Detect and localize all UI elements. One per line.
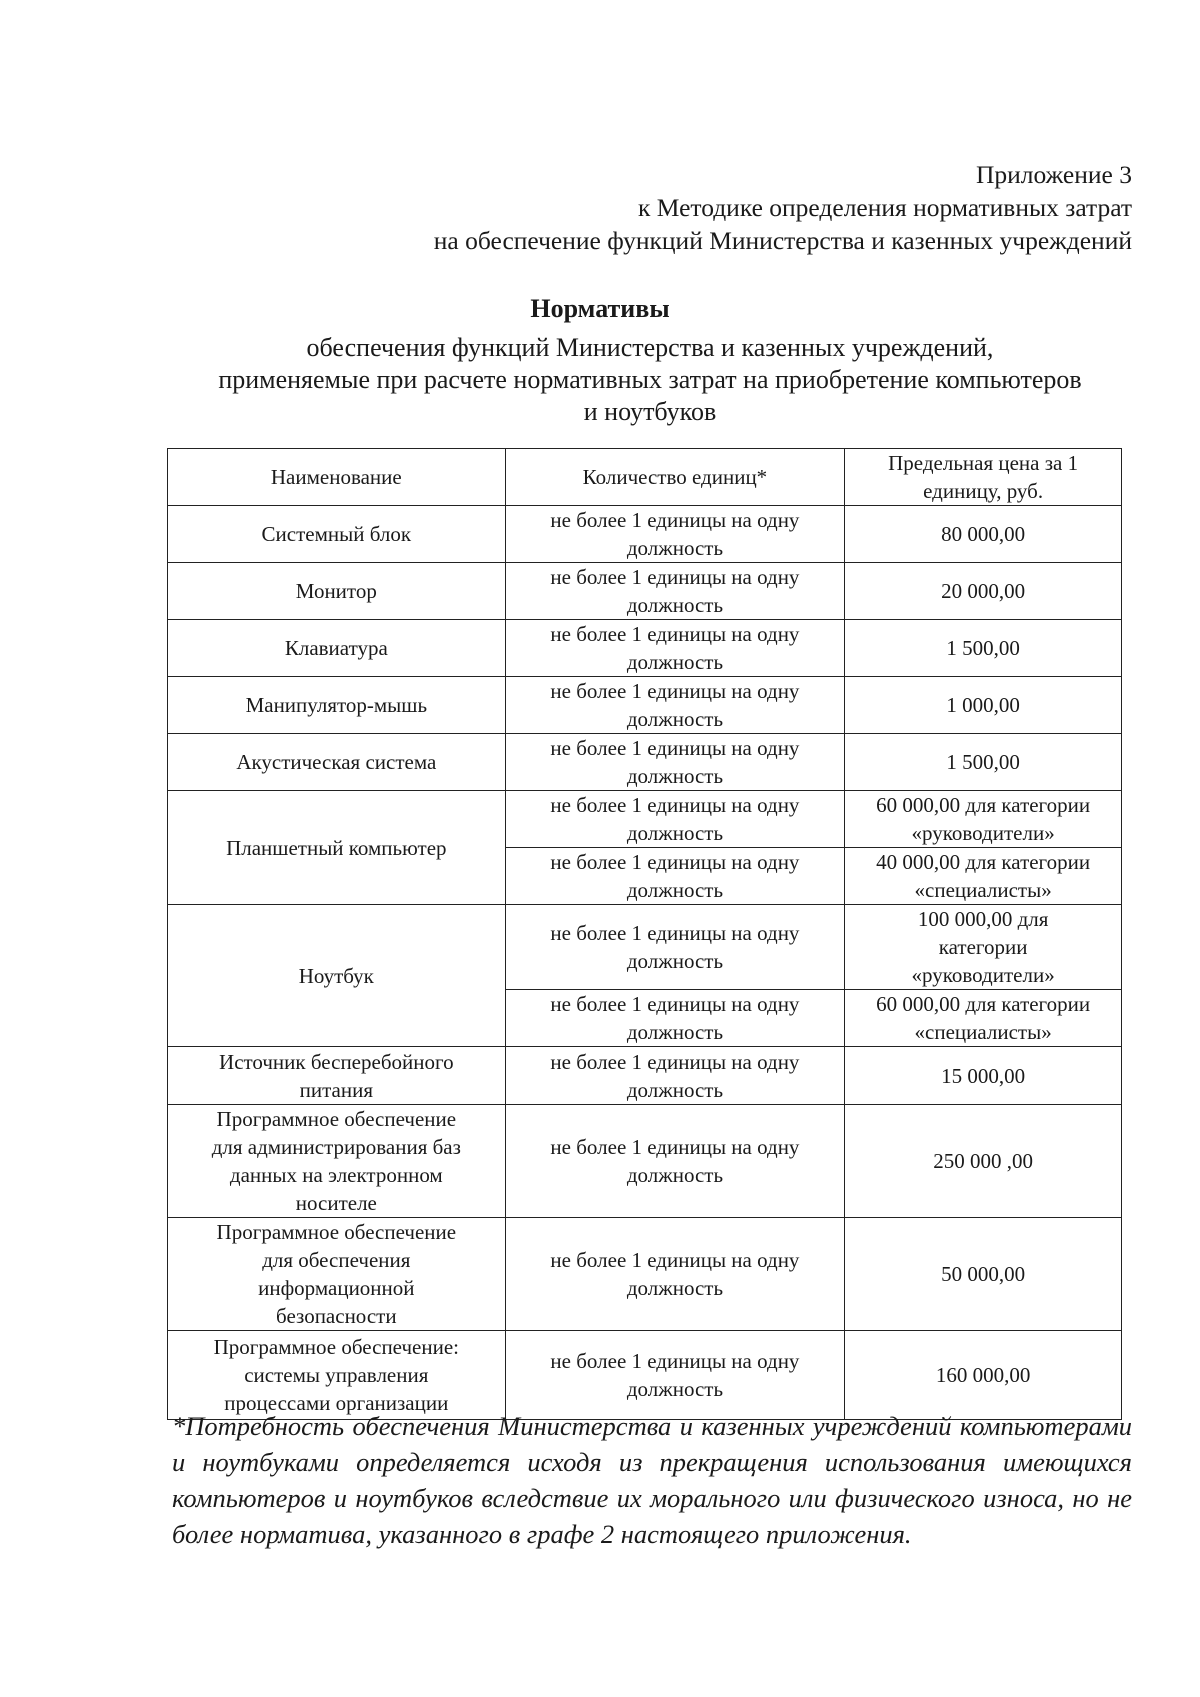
name-line-1: Программное обеспечение <box>216 1107 457 1131</box>
cell-price: 160 000,00 <box>845 1331 1122 1420</box>
price-line-2: «специалисты» <box>914 878 1052 902</box>
cell-price: 1 500,00 <box>845 734 1122 791</box>
qty-line-1: не более 1 единицы на одну <box>550 565 800 589</box>
qty-line-2: должность <box>626 949 724 973</box>
qty-line-2: должность <box>626 650 724 674</box>
cell-name: Манипулятор-мышь <box>168 677 506 734</box>
qty-line-2: должность <box>626 821 724 845</box>
name-line-4: носителе <box>295 1191 377 1215</box>
document-subtitle <box>150 322 1150 428</box>
cell-quantity <box>505 677 845 734</box>
qty-line-2: должность <box>626 1377 724 1401</box>
cell-quantity <box>505 990 845 1047</box>
price-line-2: категории <box>938 935 1028 959</box>
header-price-line-2: единицу, руб. <box>923 479 1044 503</box>
name-line-3: информационной <box>258 1276 415 1300</box>
cell-price: 1 000,00 <box>845 677 1122 734</box>
qty-line-1: не более 1 единицы на одну <box>550 992 800 1016</box>
table-header-row <box>168 449 1122 506</box>
cell-name: Клавиатура <box>168 620 506 677</box>
name-line-1: Программное обеспечение: <box>213 1335 459 1359</box>
price-line-1: 40 000,00 для категории <box>876 850 1091 874</box>
price-line-3: «руководители» <box>911 963 1055 987</box>
qty-line-1: не более 1 единицы на одну <box>550 793 800 817</box>
subtitle-line-2: применяемые при расчете нормативных затрат на приобретение компьютеров <box>218 365 1082 394</box>
qty-line-1: не более 1 единицы на одну <box>550 850 800 874</box>
cell-quantity <box>505 1218 845 1331</box>
price-line-1: 100 000,00 для <box>917 907 1049 931</box>
cell-price: 250 000 ,00 <box>845 1105 1122 1218</box>
table-row <box>168 1331 1122 1420</box>
name-line-1: Программное обеспечение <box>216 1220 457 1244</box>
qty-line-2: должность <box>626 1020 724 1044</box>
appendix-line-2: к Методике определения нормативных затрат <box>637 193 1132 222</box>
cell-price <box>845 990 1122 1047</box>
price-line-1: 60 000,00 для категории <box>876 793 1091 817</box>
cell-price: 80 000,00 <box>845 506 1122 563</box>
qty-line-1: не более 1 единицы на одну <box>550 679 800 703</box>
cell-quantity <box>505 1047 845 1105</box>
norms-table <box>167 448 1122 1420</box>
table-row <box>168 677 1122 734</box>
cell-name: Системный блок <box>168 506 506 563</box>
appendix-line-1: Приложение 3 <box>976 160 1132 189</box>
table-row <box>168 734 1122 791</box>
cell-price: 20 000,00 <box>845 563 1122 620</box>
table-row <box>168 620 1122 677</box>
name-line-3: процессами организации <box>224 1391 449 1415</box>
cell-name <box>168 1105 506 1218</box>
qty-line-1: не более 1 единицы на одну <box>550 736 800 760</box>
price-line-1: 60 000,00 для категории <box>876 992 1091 1016</box>
qty-line-1: не более 1 единицы на одну <box>550 1349 800 1373</box>
qty-line-2: должность <box>626 878 724 902</box>
price-line-2: «руководители» <box>911 821 1055 845</box>
name-line-1: Источник бесперебойного <box>219 1049 454 1074</box>
cell-quantity <box>505 563 845 620</box>
qty-line-1: не более 1 единицы на одну <box>550 1248 800 1272</box>
qty-line-2: должность <box>626 536 724 560</box>
header-price-line-1: Предельная цена за 1 <box>888 451 1079 475</box>
table-row <box>168 1218 1122 1331</box>
cell-price: 50 000,00 <box>845 1218 1122 1331</box>
name-line-2: системы управления <box>244 1363 429 1387</box>
price-line-2: «специалисты» <box>914 1020 1052 1044</box>
qty-line-1: не более 1 единицы на одну <box>550 508 800 532</box>
cell-name: Монитор <box>168 563 506 620</box>
cell-quantity <box>505 791 845 848</box>
cell-price: 15 000,00 <box>845 1047 1122 1105</box>
cell-price: 1 500,00 <box>845 620 1122 677</box>
qty-line-1: не более 1 единицы на одну <box>550 622 800 646</box>
cell-price <box>845 848 1122 905</box>
subtitle-line-1: обеспечения функций Министерства и казенных учреждений, <box>306 333 994 362</box>
table-row <box>168 563 1122 620</box>
cell-name <box>168 1218 506 1331</box>
cell-price <box>845 905 1122 990</box>
qty-line-1: не более 1 единицы на одну <box>550 1049 800 1074</box>
table-row <box>168 791 1122 848</box>
name-line-2: для обеспечения <box>262 1248 411 1272</box>
cell-quantity <box>505 905 845 990</box>
table-row <box>168 905 1122 990</box>
cell-name <box>168 1331 506 1420</box>
header-name: Наименование <box>168 449 506 506</box>
cell-quantity <box>505 1105 845 1218</box>
name-line-4: безопасности <box>276 1304 397 1328</box>
name-line-3: данных на электронном <box>229 1163 443 1187</box>
table-row <box>168 1105 1122 1218</box>
cell-quantity <box>505 1331 845 1420</box>
cell-name <box>168 1047 506 1105</box>
qty-line-2: должность <box>626 707 724 731</box>
name-line-2: питания <box>299 1077 373 1102</box>
document-title: Нормативы <box>530 294 670 323</box>
qty-line-2: должность <box>626 1163 724 1187</box>
name-line-2: для администрирования баз <box>211 1135 461 1159</box>
cell-quantity <box>505 506 845 563</box>
appendix-header <box>232 158 1132 257</box>
cell-quantity <box>505 620 845 677</box>
table-row <box>168 1047 1122 1105</box>
cell-name: Планшетный компьютер <box>168 791 506 905</box>
qty-line-2: должность <box>626 764 724 788</box>
header-quantity: Количество единиц* <box>505 449 845 506</box>
cell-name: Акустическая система <box>168 734 506 791</box>
cell-quantity <box>505 848 845 905</box>
table-row <box>168 506 1122 563</box>
qty-line-2: должность <box>626 1077 724 1102</box>
appendix-line-3: на обеспечение функций Министерства и казенных учреждений <box>433 226 1132 255</box>
qty-line-1: не более 1 единицы на одну <box>550 1135 800 1159</box>
qty-line-1: не более 1 единицы на одну <box>550 921 800 945</box>
header-price <box>845 449 1122 506</box>
qty-line-2: должность <box>626 593 724 617</box>
cell-name: Ноутбук <box>168 905 506 1047</box>
footnote: *Потребность обеспечения Министерства и казенных учреждений компьютерами и ноутбуками определяется исходя из прекращения использования имеющихся компьютеров и ноутбуков вследствие их морального или физического износа, но не более норматива, указанного в графе 2 настоящего приложения. <box>172 1411 1132 1549</box>
qty-line-2: должность <box>626 1276 724 1300</box>
cell-price <box>845 791 1122 848</box>
cell-quantity <box>505 734 845 791</box>
subtitle-line-3: и ноутбуков <box>583 397 717 426</box>
